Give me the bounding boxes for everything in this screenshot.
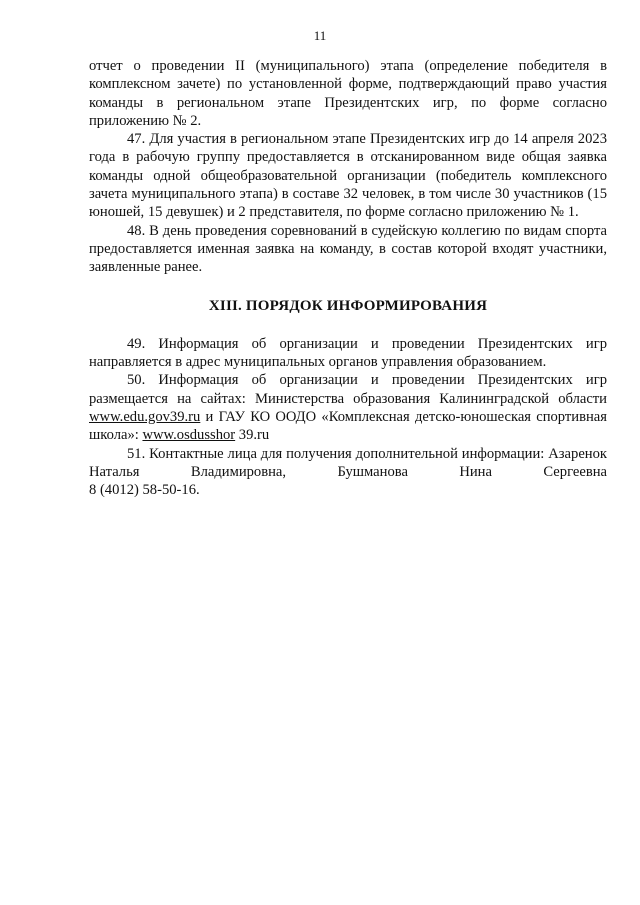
edu-gov-link[interactable]: www.edu.gov39.ru: [89, 409, 201, 426]
page-number: 11: [313, 28, 327, 43]
paragraph-50-text-2: и ГАУ КО ООДО «Комплексная детско-юношеская спортивная школа»:: [89, 409, 607, 444]
paragraph-47: 47. Для участия в региональном этапе Президентских игр до 14 апреля 2023 года в рабочую группу предоставляется в отсканированном виде общая заявка команды одной общеобразовательной организации (победитель комплексного зачета муниципального этапа) в составе 32 человек, в том числе 30 участников (15 юношей, 15 девушек) и 2 представителя, по форме согласно приложению № 1.: [89, 131, 607, 221]
paragraph-50-text-3: 39.ru: [235, 427, 270, 444]
paragraph-48: 48. В день проведения соревнований в судейскую коллегию по видам спорта предоставляется именная заявка на команду, в состав которой входят участники, заявленные ранее.: [89, 222, 607, 276]
paragraph-50-text-1: 50. Информация об организации и проведении Президентских игр размещается на сайтах: Министерства образования Калининградской области: [89, 372, 607, 407]
document-body: [89, 57, 607, 500]
paragraph-51: 51. Контактные лица для получения дополнительной информации: Азаренок Наталья Владимировна, Бушманова Нина Сергеевна: [89, 445, 607, 480]
paragraph-continuation: отчет о проведении II (муниципального) этапа (определение победителя в комплексном зачете) по установленной форме, подтверждающий право участия команды в региональном этапе Президентских игр, по форме согласно приложению № 2.: [89, 58, 607, 129]
osdusshor-link[interactable]: www.osdusshor: [142, 427, 236, 444]
paragraph-50: [89, 371, 607, 444]
section-heading: XIII. ПОРЯДОК ИНФОРМИРОВАНИЯ: [208, 297, 488, 314]
paragraph-49: 49. Информация об организации и проведении Президентских игр направляется в адрес муниципальных органов управления образованием.: [89, 335, 607, 371]
paragraph-51-phone: 8 (4012) 58-50-16.: [89, 482, 200, 499]
